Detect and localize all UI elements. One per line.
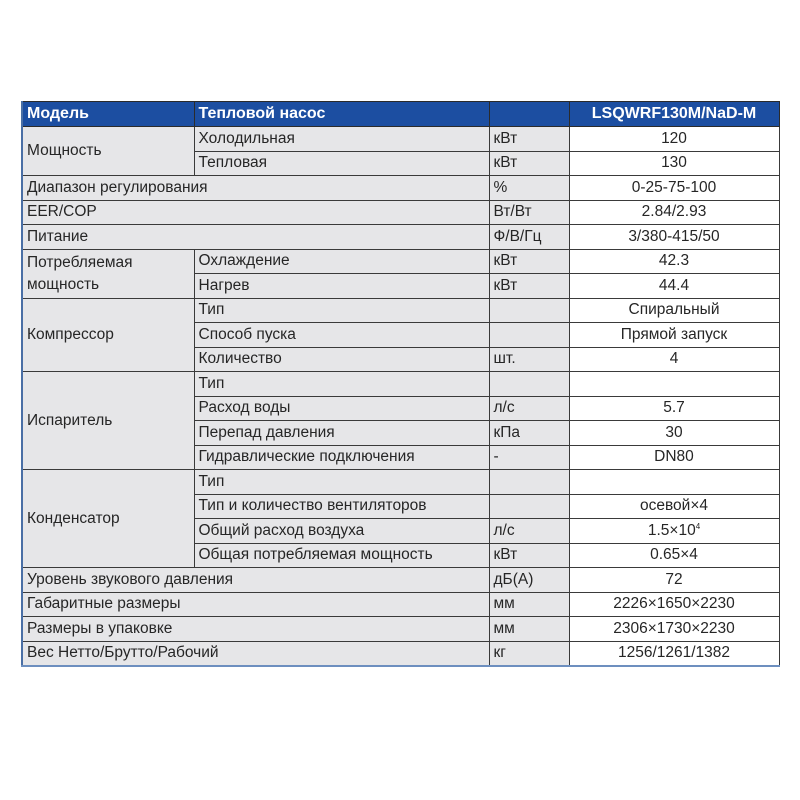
row-value: 5.7 [569, 396, 779, 421]
row-value: 44.4 [569, 274, 779, 299]
row-label: Охлаждение [194, 249, 489, 274]
row-value: Прямой запуск [569, 323, 779, 348]
row-unit: мм [489, 592, 569, 617]
spec-table [21, 101, 780, 667]
row-unit: кВт [489, 543, 569, 568]
row-value: 1256/1261/1382 [569, 641, 779, 666]
table-row [22, 617, 779, 642]
header-model-name: LSQWRF130M/NaD-M [569, 102, 779, 127]
group-condenser: Конденсатор [22, 470, 194, 568]
row-label: Питание [22, 225, 489, 250]
row-label: Расход воды [194, 396, 489, 421]
row-value [569, 372, 779, 397]
group-power-input: Потребляемая мощность [22, 249, 194, 298]
row-label: Общий расход воздуха [194, 519, 489, 544]
row-unit: кПа [489, 421, 569, 446]
row-unit [489, 323, 569, 348]
row-label: Тип [194, 372, 489, 397]
group-compressor: Компрессор [22, 298, 194, 372]
table-row [22, 225, 779, 250]
table-row [22, 127, 779, 152]
row-label: Вес Нетто/Брутто/Рабочий [22, 641, 489, 666]
header-product-type: Тепловой насос [194, 102, 489, 127]
row-unit [489, 372, 569, 397]
row-unit: кг [489, 641, 569, 666]
row-label: Габаритные размеры [22, 592, 489, 617]
row-value: осевой×4 [569, 494, 779, 519]
group-evaporator: Испаритель [22, 372, 194, 470]
row-label: Холодильная [194, 127, 489, 152]
row-unit: - [489, 445, 569, 470]
row-value: 42.3 [569, 249, 779, 274]
row-value: 3/380-415/50 [569, 225, 779, 250]
row-value: 120 [569, 127, 779, 152]
row-label: Уровень звукового давления [22, 568, 489, 593]
row-unit [489, 494, 569, 519]
header-model-label: Модель [22, 102, 194, 127]
table-row [22, 298, 779, 323]
row-label: Способ пуска [194, 323, 489, 348]
row-value: 2.84/2.93 [569, 200, 779, 225]
row-label: Общая потребляемая мощность [194, 543, 489, 568]
air-flow-exponent: 4 [695, 521, 701, 531]
table-row [22, 641, 779, 666]
row-value: 72 [569, 568, 779, 593]
table-row [22, 176, 779, 201]
row-label: Гидравлические подключения [194, 445, 489, 470]
row-label: Тип и количество вентиляторов [194, 494, 489, 519]
row-unit: мм [489, 617, 569, 642]
header-unit [489, 102, 569, 127]
row-label: Количество [194, 347, 489, 372]
air-flow-value: 1.5×10 [647, 521, 696, 539]
row-label: Перепад давления [194, 421, 489, 446]
row-label: EER/COP [22, 200, 489, 225]
row-label: Размеры в упаковке [22, 617, 489, 642]
row-unit [489, 470, 569, 495]
row-value: 2226×1650×2230 [569, 592, 779, 617]
table-row [22, 470, 779, 495]
row-unit: кВт [489, 151, 569, 176]
row-value [569, 470, 779, 495]
row-label: Нагрев [194, 274, 489, 299]
row-value: 4 [569, 347, 779, 372]
row-value: 2306×1730×2230 [569, 617, 779, 642]
row-unit: Ф/В/Гц [489, 225, 569, 250]
row-label: Тепловая [194, 151, 489, 176]
row-unit: Вт/Вт [489, 200, 569, 225]
row-value: 30 [569, 421, 779, 446]
row-unit: кВт [489, 249, 569, 274]
row-unit: % [489, 176, 569, 201]
row-label: Тип [194, 470, 489, 495]
row-value: 0-25-75-100 [569, 176, 779, 201]
row-unit: шт. [489, 347, 569, 372]
row-value: 0.65×4 [569, 543, 779, 568]
row-value [569, 519, 779, 544]
table-header-row [22, 102, 779, 127]
row-label: Тип [194, 298, 489, 323]
row-unit: л/с [489, 396, 569, 421]
table-row [22, 592, 779, 617]
row-value: Спиральный [569, 298, 779, 323]
row-unit: кВт [489, 274, 569, 299]
table-row [22, 568, 779, 593]
row-unit [489, 298, 569, 323]
row-unit: кВт [489, 127, 569, 152]
row-label: Диапазон регулирования [22, 176, 489, 201]
table-row [22, 372, 779, 397]
row-value: 130 [569, 151, 779, 176]
table-row [22, 249, 779, 274]
group-capacity: Мощность [22, 127, 194, 176]
table-row [22, 200, 779, 225]
row-unit: дБ(А) [489, 568, 569, 593]
row-value: DN80 [569, 445, 779, 470]
row-unit: л/с [489, 519, 569, 544]
